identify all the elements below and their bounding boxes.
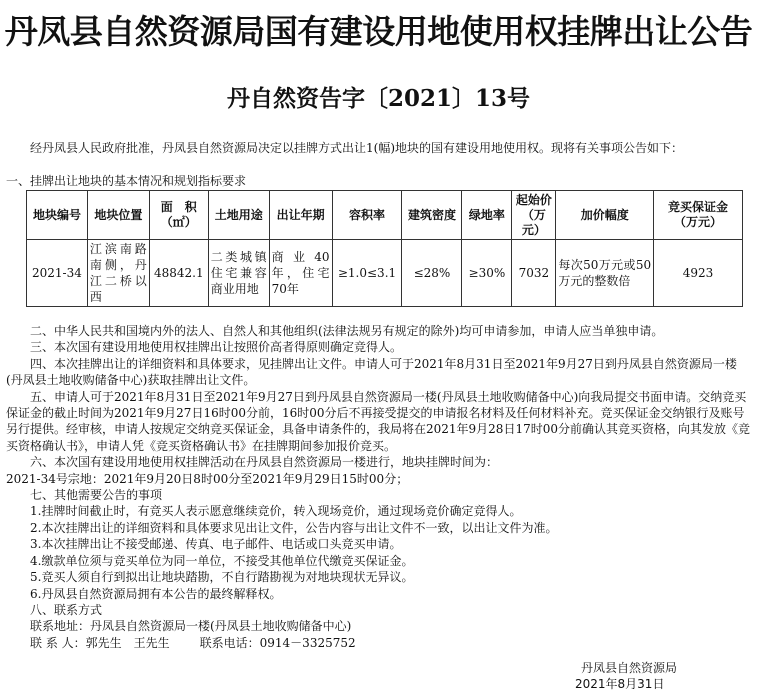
- signature-org: 丹凤县自然资源局: [581, 661, 678, 675]
- table-cell: ≥30%: [462, 240, 512, 307]
- parcel-info-table: [26, 190, 743, 307]
- document-number: 丹自然资告字〔2021〕13号: [226, 85, 531, 112]
- table-header: 容积率: [332, 191, 402, 240]
- section-3: 三、本次国有建设用地使用权挂牌出让按照价高者得原则确定竞得人。: [30, 340, 403, 355]
- section-1-title: 一、挂牌出让地块的基本情况和规划指标要求: [6, 174, 247, 188]
- section-2: 二、中华人民共和国境内外的法人、自然人和其他组织(法律法规另有规定的除外)均可申请参加，申请人应当单独申请。: [30, 324, 664, 338]
- contact-line: [6, 635, 751, 651]
- table-header: 地块编号: [27, 191, 88, 240]
- table-cell: ≥1.0≤3.1: [332, 240, 402, 307]
- section-7-item: 1.挂牌时间截止时，有竞买人表示愿意继续竞价，转入现场竞价，通过现场竞价确定竞得人。: [30, 504, 522, 519]
- table-cell: 商 业 40年，住宅70年: [269, 240, 332, 307]
- table-row: [27, 240, 743, 307]
- section-8-title: 八、联系方式: [30, 602, 103, 617]
- table-header: 土地用途: [208, 191, 269, 240]
- section-7-item: 3.本次挂牌出让不接受邮递、传真、电子邮件、电话或口头竞买申请。: [30, 537, 402, 552]
- table-cell: 2021-34: [27, 240, 88, 307]
- section-7-item: 6.丹凤县自然资源局拥有本公告的最终解释权。: [30, 586, 282, 601]
- table-header: 起始价（万元）: [512, 191, 556, 240]
- table-header: 加价幅度: [556, 191, 654, 240]
- contact-phone: 联系电话：0914－3325752: [199, 635, 356, 650]
- table-cell: 48842.1: [149, 240, 208, 307]
- section-7-item: 4.缴款单位须与竞买单位为同一单位，不接受其他单位代缴竞买保证金。: [30, 553, 414, 568]
- section-7-item: 5.竞买人须自行到拟出让地块踏勘，不自行踏勘视为对地块现状无异议。: [30, 570, 414, 585]
- signature-block: [575, 660, 677, 692]
- table-header: 面 积（㎡）: [149, 191, 208, 240]
- table-header: 出让年期: [269, 191, 332, 240]
- page-title: 丹凤县自然资源局国有建设用地使用权挂牌出让公告: [4, 12, 753, 51]
- section-7-title: 七、其他需要公告的事项: [30, 488, 163, 503]
- table-cell: 江滨南路南侧，丹江二桥以西: [87, 240, 149, 307]
- table-cell: 二类城镇住宅兼容商业用地: [208, 240, 269, 307]
- signature-date: 2021年8月31日: [575, 677, 665, 691]
- announcement-body: [6, 323, 751, 651]
- table-header: 绿地率: [462, 191, 512, 240]
- table-header: 地块位置: [87, 191, 149, 240]
- section-6-detail: 2021-34号宗地：2021年9月20日8时00分至2021年9月29日15时00分；: [6, 471, 409, 486]
- contact-address: 联系地址：丹凤县自然资源局一楼(丹凤县土地收购储备中心): [30, 619, 352, 634]
- section-4: 四、本次挂牌出让的详细资料和具体要求，见挂牌出让文件。申请人可于2021年8月31日至2021年9月27日到丹凤县自然资源局一楼(丹凤县土地收购储备中心)获取挂牌出让文件。: [6, 356, 737, 388]
- intro-paragraph: 经丹凤县人民政府批准，丹凤县自然资源局决定以挂牌方式出让1(幅)地块的国有建设用地使用权。现将有关事项公告如下：: [30, 141, 684, 155]
- section-5: 五、申请人可于2021年8月31日至2021年9月27日到丹凤县自然资源局一楼(丹凤县土地收购储备中心)向我局提交书面申请。交纳竞买保证金的截止时间为2021年9月27日16时00分前，16时00分后不再接受提交的申请报名材料及任何材料补充。竞买保证金交纳银行及账号另行提供。经审核，申请人按规定交纳竞买保证金，具备申请条件的，我局将在2021年9月28日17时00分前确认其竞买资格，向其发放《竞买资格确认书》，申请人凭《竞买资格确认书》在挂牌期间参加报价竞买。: [6, 389, 750, 453]
- section-7-item: 2.本次挂牌出让的详细资料和具体要求见出让文件，公告内容与出让文件不一致，以出让文件为准。: [30, 520, 558, 535]
- table-cell: 4923: [654, 240, 743, 307]
- contact-person: 联 系 人：郭先生 王先生: [30, 635, 170, 650]
- table-header: 建筑密度: [402, 191, 462, 240]
- table-cell: ≤28%: [402, 240, 462, 307]
- table-cell: 7032: [512, 240, 556, 307]
- table-header-row: [27, 191, 743, 240]
- table-header: 竞买保证金（万元）: [654, 191, 743, 240]
- section-6: 六、本次国有建设用地使用权挂牌活动在丹凤县自然资源局一楼进行，地块挂牌时间为：: [30, 455, 499, 470]
- table-cell: 每次50万元或50万元的整数倍: [556, 240, 654, 307]
